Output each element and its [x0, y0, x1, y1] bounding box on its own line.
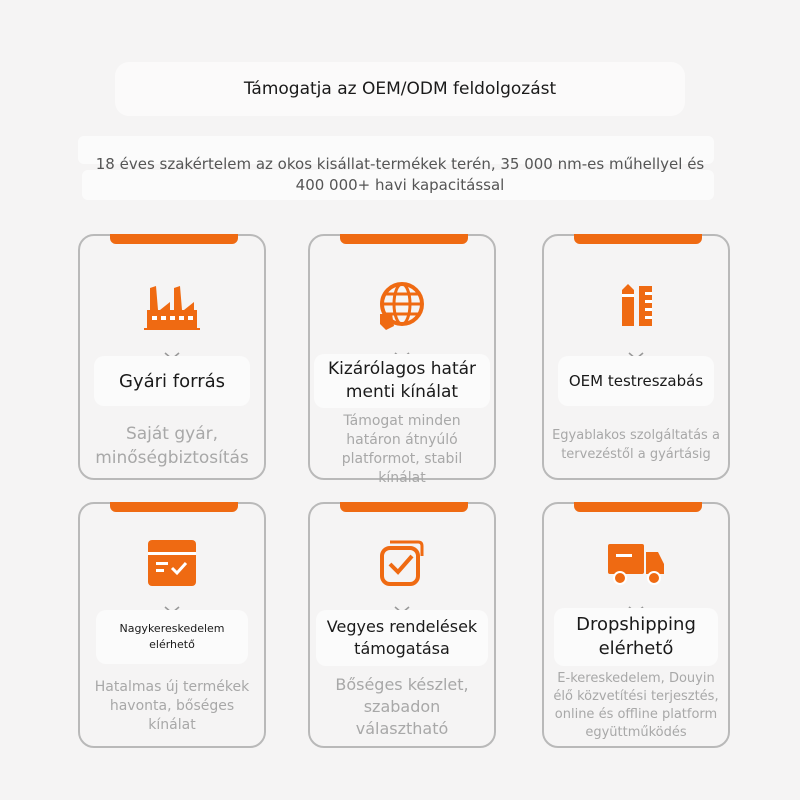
header-title-box: [115, 62, 685, 116]
card-title: Vegyes rendelések támogatása: [326, 617, 478, 658]
feature-card-wholesale: [78, 502, 266, 748]
card-accent-tab: [574, 234, 702, 244]
feature-card-dropshipping: [542, 502, 730, 748]
card-title-box: [316, 610, 488, 666]
card-description: E-kereskedelem, Douyin élő közvetítési terjesztés, online és offline platform együttműködés: [553, 671, 719, 740]
chevron-down-icon: [163, 600, 181, 610]
feature-card-oem: [542, 234, 730, 480]
card-accent-tab: [340, 502, 468, 512]
chevron-down-icon: [163, 346, 181, 356]
card-title-box: [94, 356, 250, 406]
card-accent-tab: [340, 234, 468, 244]
card-title: Kizárólagos határ menti kínálat: [327, 359, 477, 402]
card-title-box: [554, 608, 718, 666]
globe-icon: [372, 280, 432, 332]
pencil-ruler-icon: [606, 280, 666, 332]
chevron-down-icon: [393, 600, 411, 610]
feature-card-mixed-orders: [308, 502, 496, 748]
card-description: Egyablakos szolgáltatás a tervezéstől a gyártásig: [552, 428, 720, 462]
page-subtitle: 18 éves szakértelem az okos kisállat-termékek terén, 35 000 nm-es műhellyel és 400 000+ havi kapacitással: [95, 155, 705, 194]
card-description: Támogat minden határon átnyúló platformot, stabil kínálat: [341, 413, 463, 486]
card-title: Gyári forrás: [119, 370, 225, 392]
chevron-down-icon: [627, 346, 645, 356]
feature-card-cross-border: [308, 234, 496, 486]
card-accent-tab: [574, 502, 702, 512]
card-title: OEM testreszabás: [568, 372, 704, 390]
card-description: Bőséges készlet, szabadon választható: [335, 675, 469, 738]
card-description: Hatalmas új termékek havonta, bőséges kínálat: [94, 679, 250, 733]
card-title-box: [558, 356, 714, 406]
page-title: Támogatja az OEM/ODM feldolgozást: [243, 79, 557, 99]
truck-icon: [606, 536, 666, 588]
card-accent-tab: [110, 234, 238, 244]
box-check-icon: [142, 536, 202, 588]
card-title: Nagykereskedelem elérhető: [119, 622, 225, 651]
card-accent-tab: [110, 502, 238, 512]
card-title-box: [96, 610, 248, 664]
card-title-box: [314, 354, 490, 408]
check-square-icon: [372, 536, 432, 588]
card-title: Dropshipping elérhető: [576, 614, 696, 659]
factory-icon: [142, 280, 202, 332]
feature-card-factory: [78, 234, 266, 480]
card-description: Saját gyár, minőségbiztosítás: [95, 424, 249, 468]
